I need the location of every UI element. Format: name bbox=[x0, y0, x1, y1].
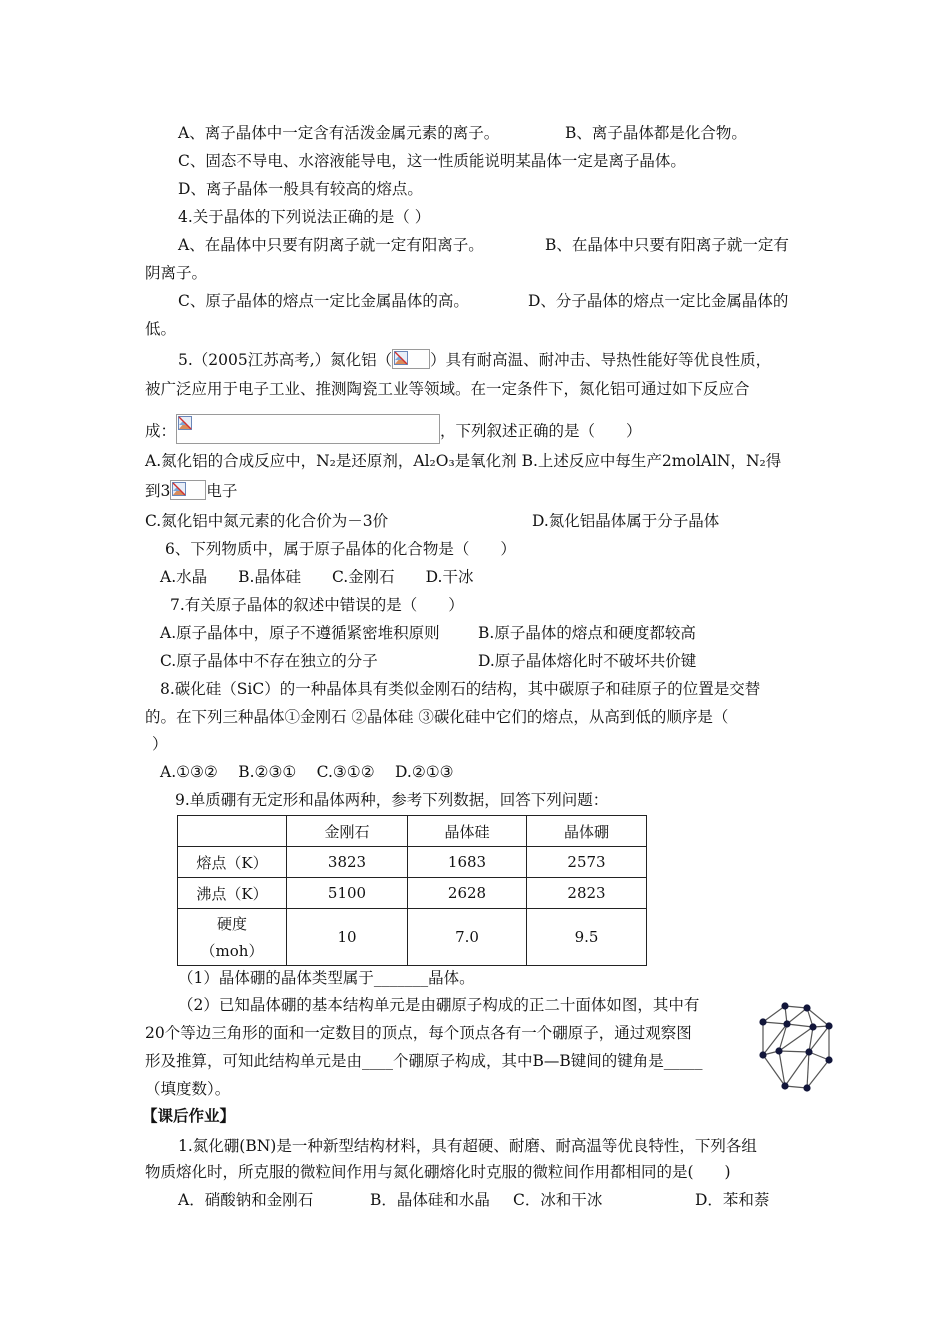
q9-part-1: （1）晶体硼的晶体类型属于_______晶体。 bbox=[178, 969, 475, 987]
hardness-label-line-2: （moh） bbox=[200, 942, 264, 960]
q5-line-5 bbox=[145, 480, 237, 501]
q5-line-1b: ）具有耐高温、耐冲击、导热性能好等优良性质， bbox=[430, 351, 772, 369]
table-cell: 2628 bbox=[408, 878, 527, 909]
q5-option-d: D.氮化铝晶体属于分子晶体 bbox=[532, 512, 720, 530]
table-row bbox=[178, 878, 647, 909]
q4-option-a: A、在晶体中只要有阴离子就一定有阳离子。 bbox=[178, 236, 484, 254]
q5-option-c: C.氮化铝中氮元素的化合价为－3价 bbox=[145, 512, 389, 530]
q6-options: A.水晶 B.晶体硅 C.金刚石 D.干冰 bbox=[160, 568, 474, 586]
q4-option-b-cont: 阴离子。 bbox=[145, 264, 208, 282]
table-cell: 3823 bbox=[287, 847, 408, 878]
broken-image-icon bbox=[176, 414, 440, 444]
table-header-cell: 晶体硅 bbox=[408, 816, 527, 847]
table-cell: 2823 bbox=[527, 878, 647, 909]
q9-part-2-line-4: （填度数）。 bbox=[145, 1080, 231, 1098]
table-cell: 熔点（K） bbox=[178, 847, 287, 878]
q9-part-2-line-1: （2）已知晶体硼的基本结构单元是由硼原子构成的正二十面体如图，其中有 bbox=[178, 996, 700, 1014]
q3-option-a: A、离子晶体中一定含有活泼金属元素的离子。 bbox=[178, 124, 500, 142]
q8-line-1: 8.碳化硅（SiC）的一种晶体具有类似金刚石的结构，其中碳原子和硅原子的位置是交替 bbox=[160, 680, 761, 698]
q4-option-d: D、分子晶体的熔点一定比金属晶体的 bbox=[528, 292, 789, 310]
q9-part-2-line-3: 形及推算，可知此结构单元是由____个硼原子构成，其中B—B键间的键角是_____ bbox=[145, 1052, 703, 1070]
q7-option-d: D.原子晶体熔化时不破坏共价键 bbox=[478, 652, 697, 670]
q4-option-c: C、原子晶体的熔点一定比金属晶体的高。 bbox=[178, 292, 469, 310]
table-header-cell: 晶体硼 bbox=[527, 816, 647, 847]
table-cell: 1683 bbox=[408, 847, 527, 878]
q5-line-3b: ，下列叙述正确的是（ ） bbox=[440, 422, 642, 440]
q9-stem: 9.单质硼有无定形和晶体两种，参考下列数据，回答下列问题： bbox=[175, 791, 609, 809]
q7-option-a: A.原子晶体中，原子不遵循紧密堆积原则 bbox=[160, 624, 440, 642]
table-header-row bbox=[178, 816, 647, 847]
q9-part-2-line-2: 20个等边三角形的面和一定数目的顶点，每个顶点各有一个硼原子，通过观察图 bbox=[145, 1024, 692, 1042]
table-row bbox=[178, 909, 647, 966]
icosahedron-figure bbox=[755, 1000, 837, 1098]
homework-heading: 【课后作业】 bbox=[142, 1106, 236, 1125]
q6-stem: 6、下列物质中，属于原子晶体的化合物是（ ） bbox=[165, 540, 516, 558]
q5-line-3 bbox=[145, 414, 642, 444]
q8-line-3: ） bbox=[152, 735, 168, 753]
table-cell: 沸点（K） bbox=[178, 878, 287, 909]
broken-image-icon bbox=[392, 349, 430, 369]
table-cell: 10 bbox=[287, 909, 408, 966]
q4-option-d-cont: 低。 bbox=[145, 320, 177, 338]
q5-line-1 bbox=[178, 349, 771, 370]
q4-option-b: B、在晶体中只要有阳离子就一定有 bbox=[545, 236, 789, 254]
homework-q1-option-b: B．晶体硅和水晶 bbox=[370, 1191, 490, 1209]
homework-q1-option-a: A．硝酸钠和金刚石 bbox=[178, 1191, 314, 1209]
broken-image-icon bbox=[170, 480, 206, 500]
table-cell: 5100 bbox=[287, 878, 408, 909]
q5-line-5b: 电子 bbox=[206, 482, 238, 500]
table-cell: 2573 bbox=[527, 847, 647, 878]
q5-line-5a: 到3 bbox=[145, 482, 171, 500]
q3-option-c: C、固态不导电、水溶液能导电，这一性质能说明某晶体一定是离子晶体。 bbox=[178, 152, 686, 170]
q3-option-d: D、离子晶体一般具有较高的熔点。 bbox=[178, 180, 423, 198]
table-header-cell bbox=[178, 816, 287, 847]
q5-line-3a: 成： bbox=[145, 422, 177, 440]
q7-option-b: B.原子晶体的熔点和硬度都较高 bbox=[478, 624, 696, 642]
q8-line-2: 的。在下列三种晶体①金刚石 ②晶体硅 ③碳化硅中它们的熔点，从高到低的顺序是（ bbox=[145, 708, 729, 726]
q3-option-b: B、离子晶体都是化合物。 bbox=[565, 124, 747, 142]
q4-stem: 4.关于晶体的下列说法正确的是（ ） bbox=[178, 208, 431, 226]
table-cell-hardness-label bbox=[178, 909, 287, 966]
table-header-cell: 金刚石 bbox=[287, 816, 408, 847]
table-cell: 7.0 bbox=[408, 909, 527, 966]
homework-q1-option-c: C．冰和干冰 bbox=[513, 1191, 603, 1209]
q5-line-4: A.氮化铝的合成反应中，N₂是还原剂，Al₂O₃是氧化剂 B.上述反应中每生产2molAlN，N₂得 bbox=[145, 452, 782, 470]
homework-q1-option-d: D．苯和萘 bbox=[695, 1191, 770, 1209]
q7-stem: 7.有关原子晶体的叙述中错误的是（ ） bbox=[170, 596, 464, 614]
q5-line-2: 被广泛应用于电子工业、推测陶瓷工业等领域。在一定条件下，氮化铝可通过如下反应合 bbox=[145, 380, 750, 398]
q8-options: A.①③② B.②③① C.③①② D.②①③ bbox=[160, 763, 454, 781]
homework-q1-line-2: 物质熔化时，所克服的微粒间作用与氮化硼熔化时克服的微粒间作用都相同的是( ) bbox=[145, 1163, 731, 1181]
crystal-properties-table bbox=[177, 815, 647, 966]
hardness-label-line-1: 硬度 bbox=[216, 915, 247, 933]
table-cell: 9.5 bbox=[527, 909, 647, 966]
q7-option-c: C.原子晶体中不存在独立的分子 bbox=[160, 652, 378, 670]
table-row bbox=[178, 847, 647, 878]
homework-q1-line-1: 1.氮化硼(BN)是一种新型结构材料，具有超硬、耐磨、耐高温等优良特性，下列各组 bbox=[178, 1137, 757, 1155]
q5-line-1a: 5.（2005江苏高考,）氮化铝（ bbox=[178, 351, 393, 369]
